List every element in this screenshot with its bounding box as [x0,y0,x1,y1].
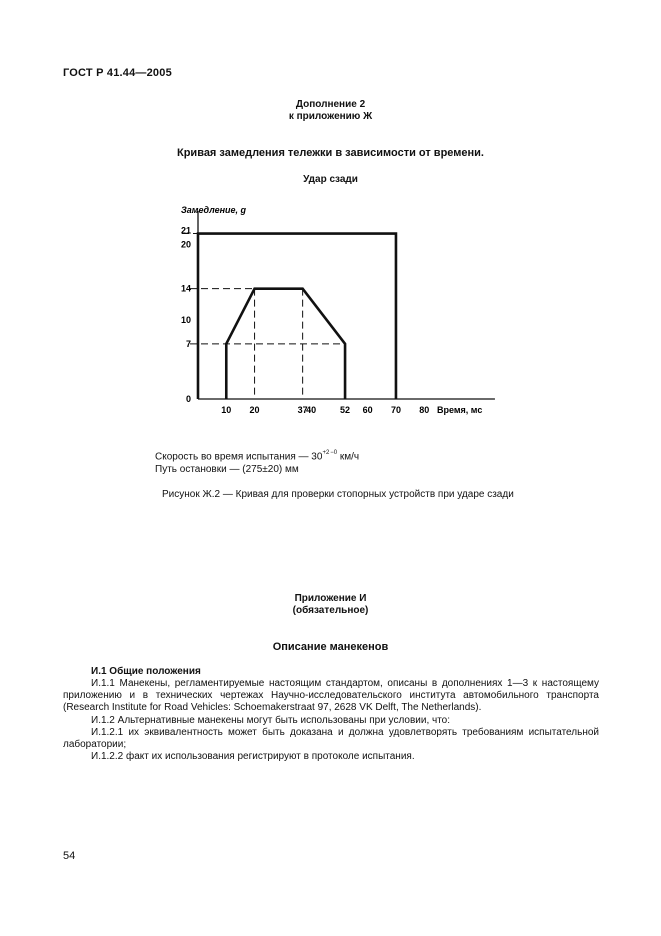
deceleration-chart [0,195,661,425]
appendix-title: Приложение И [294,593,367,604]
x-tick-40: 40 [306,405,317,415]
figure-caption: Рисунок Ж.2 — Кривая для проверки стопорных устройств при ударе сзади [162,489,514,500]
y-tick-10: 10 [180,315,191,326]
speed-label: Скорость во время испытания — 30 [155,451,323,463]
y-tick-14: 14 [180,283,191,294]
y-tick-0: 0 [185,394,191,404]
y-axis-label: Замедление, g [181,205,247,215]
figure-subheading: Удар сзади [303,174,358,185]
paragraph-2: И.1.2 Альтернативные манекены могут быть использованы при условии, что: [91,715,451,726]
appendix-heading: Описание манекенов [272,641,389,653]
speed-line [155,451,359,462]
y-tick-21: 21 [180,225,191,236]
supplement-subtitle: к приложению Ж [288,111,373,122]
x-tick-10: 10 [221,405,232,415]
document-id: ГОСТ Р 41.44—2005 [63,67,172,79]
section-heading: И.1 Общие положения [91,666,201,677]
paragraph-4: И.1.2.2 факт их использования регистрируют в протоколе испытания. [91,751,415,762]
x-tick-60: 60 [362,405,373,415]
speed-tolerance: +2−0 [322,450,338,456]
x-axis-label: Время, мс [437,405,483,415]
x-tick-20: 20 [249,405,260,415]
supplement-title: Дополнение 2 [295,99,366,110]
page-number: 54 [63,850,76,862]
speed-unit: км/ч [337,451,360,463]
paragraph-1: И.1.1 Манекены, регламентируемые настоящим стандартом, описаны в дополнениях 1—3 к настоящему приложению и в технических чертежах Научно-исследовательского института автомобильного транспорта (Research Institute for Road Vehicles: Schoemakerstraat 97, 2628 VK Delft, The Netherlands). [63,678,599,714]
appendix-status: (обязательное) [292,605,369,616]
y-tick-7: 7 [185,338,191,349]
x-tick-80: 80 [419,405,430,415]
paragraph-3: И.1.2.1 их эквивалентность может быть доказана и должна удовлетворять требованиям испытательной лаборатории; [63,727,599,751]
y-tick-20: 20 [180,239,191,250]
x-tick-70: 70 [390,405,401,415]
speed-tolerance-low: −0 [330,450,338,456]
series-upper-curve [198,234,396,399]
x-tick-52: 52 [340,405,351,415]
x-tick-37: 37 [297,405,308,415]
stop-distance-line: Путь остановки — (275±20) мм [155,464,299,475]
figure-heading: Кривая замедления тележки в зависимости от времени. [177,147,484,159]
